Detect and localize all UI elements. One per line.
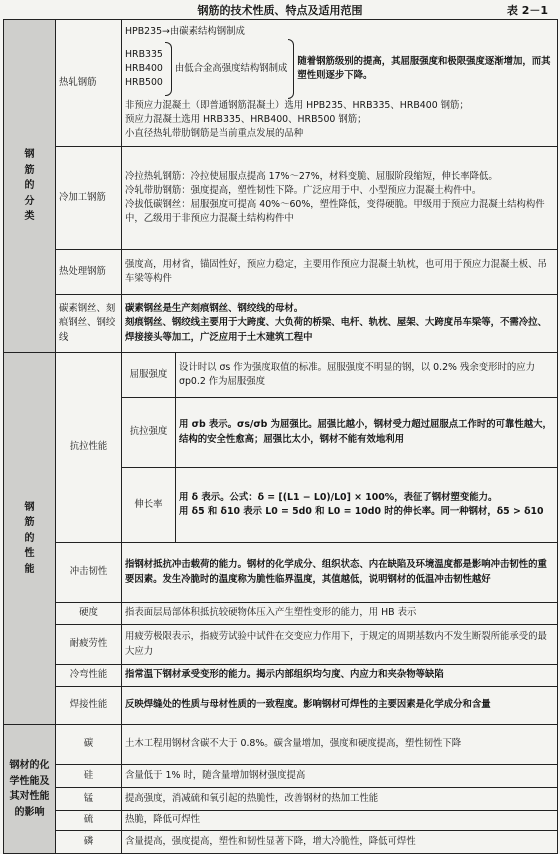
grade-hrb335: HRB335 <box>125 48 163 60</box>
table-row <box>4 625 558 665</box>
section-label-chemistry: 钢材的化学性能及其对性能的影响 <box>4 725 56 854</box>
cold-ribbed-line: 冷轧带肋钢筋：强度提高，塑性韧性下降。广泛应用于中、小型预应力混凝土构件中。 <box>125 184 482 196</box>
table-row <box>4 353 558 398</box>
table-row <box>4 543 558 603</box>
cold-bend-desc: 指常温下钢材承受变形的能力。揭示内部组织均匀度、内应力和夹杂物等缺陷 <box>122 665 558 687</box>
tensile-strength-desc: 用 σb 表示。σs/σb 为屈强比。屈强比越小，钢材受力超过屈服点工作时的可靠性越大，结构的安全性愈高；屈强比太小，钢材不能有效地利用 <box>176 398 558 468</box>
hardness-desc: 指表面层局部体积抵抗较硬物体压入产生塑性变形的能力，用 HB 表示 <box>122 603 558 625</box>
tensile-label: 抗拉性能 <box>56 353 122 543</box>
elongation-label: 伸长率 <box>122 468 176 543</box>
heat-treated-desc: 强度高，用材省，锚固性好，预应力稳定，主要用作预应力混凝土轨枕，也可用于预应力混凝土板、吊车梁等构件 <box>122 250 558 295</box>
carbon-desc: 土木工程用钢材含碳不大于 0.8%。碳含量增加，强度和硬度提高，塑性韧性下降 <box>122 725 558 765</box>
manganese-desc: 提高强度，消减硫和氧引起的热脆性，改善钢材的热加工性能 <box>122 788 558 811</box>
table-row <box>4 20 558 147</box>
alloy-brace <box>163 39 298 99</box>
table-row <box>4 725 558 765</box>
hrb-grades-group <box>125 39 554 99</box>
alloy-note: 由低合金高强度结构钢制成 <box>174 62 288 74</box>
phosphorus-label: 磷 <box>56 831 122 854</box>
yield-desc: 设计时以 σs 作为强度取值的标准。屈服强度不明显的钢，以 0.2% 残余变形时的应力 σp0.2 作为屈服强度 <box>176 353 558 398</box>
grade-hrb500: HRB500 <box>125 76 163 88</box>
section-label-properties: 钢筋的性能 <box>4 353 56 725</box>
hot-rolled-note-3: 小直径热轧带肋钢筋是当前重点发展的品种 <box>125 128 304 140</box>
hardness-label: 硬度 <box>56 603 122 625</box>
grade-trend-note: 随着钢筋级别的提高，其屈服强度和极限强度逐渐增加，而其塑性则逐步下降。 <box>297 55 551 81</box>
sulfur-label: 硫 <box>56 811 122 831</box>
cold-drawn-wire-line: 冷拔低碳钢丝：屈服强度可提高 40%～60%，塑性降低，变得硬脆。甲级用于预应力混凝土结构构件中，乙级用于非预应力混凝土结构构件中 <box>125 199 545 225</box>
brace-mark <box>288 39 294 99</box>
table-row <box>4 788 558 811</box>
table-number: 表 2－1 <box>506 4 548 17</box>
silicon-label: 硅 <box>56 765 122 788</box>
brace-mark <box>165 42 172 96</box>
table-row <box>4 147 558 250</box>
table-row <box>4 831 558 854</box>
hot-rolled-label: 热轧钢筋 <box>56 20 122 147</box>
hot-rolled-note-2: 预应力混凝土选用 HRB335、HRB400、HRB500 钢筋； <box>125 114 367 125</box>
hot-rolled-note-1: 非预应力混凝土（即普通钢筋混凝土）选用 HPB235、HRB335、HRB400 钢筋； <box>125 99 469 111</box>
cold-bend-label: 冷弯性能 <box>56 665 122 687</box>
wire-line-2: 刻痕钢丝、钢绞线主要用于大跨度、大负荷的桥梁、电杆、轨枕、屋架、大跨度吊车梁等，不需冷拉、焊接接头等加工，广泛应用于土木建筑工程中 <box>125 317 547 343</box>
sulfur-desc: 热脆，降低可焊性 <box>122 811 558 831</box>
silicon-desc: 含量低于 1% 时，随含量增加钢材强度提高 <box>122 765 558 788</box>
table-row <box>4 665 558 687</box>
table-row <box>4 295 558 353</box>
elongation-formula: 用 δ 表示。公式：δ = [(L1 − L0)/L0] × 100%，表征了钢材塑变能力。 <box>179 491 498 503</box>
wire-desc <box>122 295 558 353</box>
impact-label: 冲击韧性 <box>56 543 122 603</box>
fatigue-desc: 用疲劳极限表示，指疲劳试验中试件在交变应力作用下，于规定的周期基数内不发生断裂所能承受的最大应力 <box>122 625 558 665</box>
page-title: 钢筋的技术性质、特点及适用范围 <box>197 4 363 17</box>
heat-treated-label: 热处理钢筋 <box>56 250 122 295</box>
yield-label: 屈服强度 <box>122 353 176 398</box>
table-row <box>4 603 558 625</box>
impact-desc: 指钢材抵抗冲击载荷的能力。钢材的化学成分、组织状态、内在缺陷及环境温度都是影响冲击韧性的重要因素。发生冷脆时的温度称为脆性临界温度，其值越低，说明钢材的低温冲击韧性越好 <box>122 543 558 603</box>
grade-hrb400: HRB400 <box>125 62 163 74</box>
weld-desc: 反映焊缝处的性质与母材性质的一致程度。影响钢材可焊性的主要因素是化学成分和含量 <box>122 687 558 725</box>
elongation-compare: 用 δ5 和 δ10 表示 L0 = 5d0 和 L0 = 10d0 时的伸长率。同一种钢材，δ5 > δ10 <box>179 506 544 517</box>
hrb-grade-list <box>125 48 163 90</box>
grade-hpb235: HPB235→由碳素结构钢制成 <box>125 25 245 37</box>
carbon-label: 碳 <box>56 725 122 765</box>
tensile-strength-label: 抗拉强度 <box>122 398 176 468</box>
fatigue-label: 耐疲劳性 <box>56 625 122 665</box>
table-row <box>4 811 558 831</box>
section-label-classification: 钢筋的分类 <box>4 20 56 353</box>
table-row <box>4 687 558 725</box>
table-row <box>4 250 558 295</box>
manganese-label: 锰 <box>56 788 122 811</box>
cold-drawn-rolled-line: 冷拉热轧钢筋：冷拉使屈服点提高 17%～27%，材料变脆、屈服阶段缩短，伸长率降低。 <box>125 170 498 182</box>
table-row <box>4 765 558 788</box>
phosphorus-desc: 含量提高，强度提高，塑性和韧性显著下降，增大冷脆性，降低可焊性 <box>122 831 558 854</box>
wire-label: 碳素钢丝、刻痕钢丝、钢绞线 <box>56 295 122 353</box>
hot-rolled-desc <box>122 20 558 147</box>
properties-table <box>3 19 558 854</box>
elongation-desc <box>176 468 558 543</box>
cold-worked-desc <box>122 147 558 250</box>
wire-line-1: 碳素钢丝是生产刻痕钢丝、钢绞线的母材。 <box>125 303 304 315</box>
cold-worked-label: 冷加工钢筋 <box>56 147 122 250</box>
weld-label: 焊接性能 <box>56 687 122 725</box>
